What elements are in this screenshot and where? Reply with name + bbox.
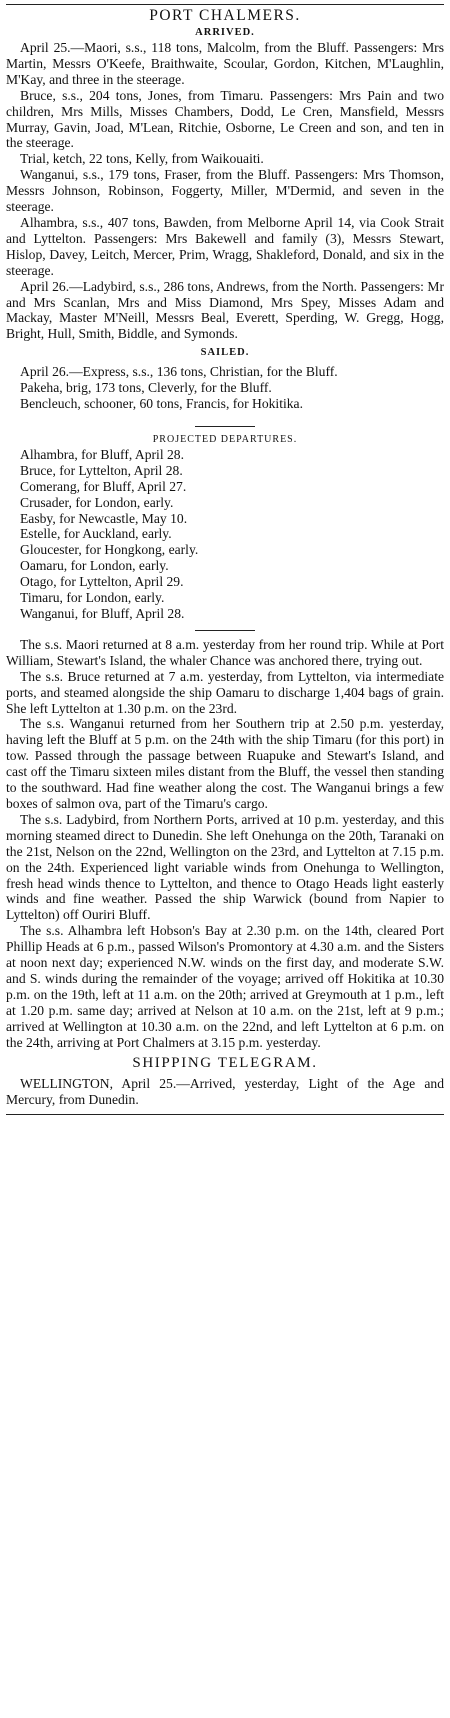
departure-item: Otago, for Lyttelton, April 29.: [20, 574, 184, 590]
departure-item: Oamaru, for London, early.: [20, 558, 169, 574]
shipping-report: The s.s. Bruce returned at 7 a.m. yesterday, from Lyttelton, via intermediate ports, and steamed alongside the ship Oamaru to discharge 1,404 bags of grain. She left Lyttelton at 1.30 p.m. on the 23rd.: [6, 668, 444, 716]
telegram-heading: SHIPPING TELEGRAM.: [132, 1055, 318, 1072]
page-title: PORT CHALMERS.: [149, 7, 301, 24]
sailed-entry: Pakeha, brig, 173 tons, Cleverly, for the Bluff.: [20, 380, 272, 396]
telegram-text: WELLINGTON, April 25.—Arrived, yesterday, Light of the Age and Mercury, from Dunedin.: [6, 1076, 444, 1108]
departure-item: Bruce, for Lyttelton, April 28.: [20, 462, 183, 478]
departure-item: Crusader, for London, early.: [20, 494, 174, 510]
departure-item: Easby, for Newcastle, May 10.: [20, 510, 188, 526]
arrived-entry: Bruce, s.s., 204 tons, Jones, from Timaru. Passengers: Mrs Pain and two children, Mrs Mills, Misses Chambers, Dodd, Le Cren, Mansfield, Messrs Murray, Gavin, Joad, M'Lean, Ritchie, Osborne, Le Creen and son, and ten in the steerage.: [6, 87, 444, 151]
section-divider: [195, 426, 255, 427]
shipping-report: The s.s. Maori returned at 8 a.m. yesterday from her round trip. While at Port William, Stewart's Island, the whaler Chance was anchored there, trying out.: [6, 636, 444, 668]
bottom-rule: [6, 1114, 444, 1115]
shipping-report: The s.s. Wanganui returned from her Southern trip at 2.50 p.m. yesterday, having left the Bluff at 5 p.m. on the 24th with the ship Timaru (for this port) in tow. Passed through the passage between Ruapuke and Stewart's Island, and cast off the Timaru sixteen miles distant from the Bluff, the vessel then standing to the southward. Had fine weather along the cost. The Wanganui brings a few boxes of salmon ova, part of the Timaru's cargo.: [6, 716, 444, 811]
sailed-entry: April 26.—Express, s.s., 136 tons, Christian, for the Bluff.: [20, 364, 338, 380]
reports-section: [6, 637, 444, 1051]
arrived-entry: April 26.—Ladybird, s.s., 286 tons, Andrews, from the North. Passengers: Mr and Mrs Scanlan, Mrs and Miss Diamond, Mrs Spey, Misses Adam and Mackay, Master M'Neill, Messrs Beal, Everett, Sperding, W. Gregg, Hogg, Bright, Hull, Smith, Biddle, and Symonds.: [6, 278, 444, 342]
arrived-entry: Wanganui, s.s., 179 tons, Fraser, from the Bluff. Passengers: Mrs Thomson, Messrs Johnson, Robinson, Foggerty, Miller, M'Dermid, and seven in the steerage.: [6, 167, 444, 215]
departure-item: Timaru, for London, early.: [20, 590, 165, 606]
departures-heading: PROJECTED DEPARTURES.: [152, 433, 298, 445]
arrived-heading: ARRIVED.: [195, 27, 255, 38]
departure-item: Comerang, for Bluff, April 27.: [20, 478, 187, 494]
departures-list: [6, 447, 444, 622]
departure-item: Estelle, for Auckland, early.: [20, 526, 172, 542]
section-divider: [195, 630, 255, 631]
arrived-entry: Trial, ketch, 22 tons, Kelly, from Waikouaiti.: [20, 151, 264, 167]
sailed-section: [6, 364, 444, 412]
arrived-entry: Alhambra, s.s., 407 tons, Bawden, from Melborne April 14, via Cook Strait and Lyttelton. Passengers: Mrs Bakewell and family (3), Messrs Stewart, Hislop, Davey, Leitch, Mercer, Prim, Wragg, Shakleford, Donald, and six in the steerage.: [6, 214, 444, 278]
sailed-entry: Bencleuch, schooner, 60 tons, Francis, for Hokitika.: [20, 396, 303, 412]
top-rule: [6, 4, 444, 5]
sailed-heading: SAILED.: [200, 347, 250, 359]
arrived-section: [6, 40, 444, 342]
shipping-report: The s.s. Alhambra left Hobson's Bay at 2.30 p.m. on the 14th, cleared Port Phillip Heads at 6 p.m., passed Wilson's Promontory at 4.30 a.m. and the Sisters at noon next day; experienced N.W. winds on the first day, and moderate S.W. and S. winds during the remainder of the voyage; arrived off Hokitika at 10.30 p.m. on the 19th, left at 11 a.m. on the 20th; arrived at Greymouth at 1 p.m., left at 1.20 p.m. same day; arrived at Nelson at 10 a.m. on the 21st, left at 9 p.m.; arrived at Wellington at 10.30 a.m. on the 22nd, and left Lyttelton at 6 p.m. on the 24th, arriving at Port Chalmers at 3.15 p.m. yesterday.: [6, 923, 444, 1050]
shipping-report: The s.s. Ladybird, from Northern Ports, arrived at 10 p.m. yesterday, and this morning steamed direct to Dunedin. She left Onehunga on the 20th, Taranaki on the 21st, Nelson on the 22nd, Wellington on the 23rd, and Lyttelton at 7.15 p.m. on the 24th. Experienced light variable winds from Onehunga to Wellington, fresh head winds thence to Lyttelton, and thence to Otago Heads light easterly winds and fine weather. Passed the ship Warwick (bound from Napier to Lyttelton) off Ouriri Bluff.: [6, 811, 444, 923]
departure-item: Gloucester, for Hongkong, early.: [20, 542, 199, 558]
departure-item: Alhambra, for Bluff, April 28.: [20, 446, 184, 462]
arrived-entry: April 25.—Maori, s.s., 118 tons, Malcolm, from the Bluff. Passengers: Mrs Martin, Messrs O'Keefe, Braithwaite, Scoular, Gordon, Kitchen, M'Laughlin, M'Kay, and three in the steerage.: [6, 40, 444, 87]
departure-item: Wanganui, for Bluff, April 28.: [20, 606, 185, 621]
